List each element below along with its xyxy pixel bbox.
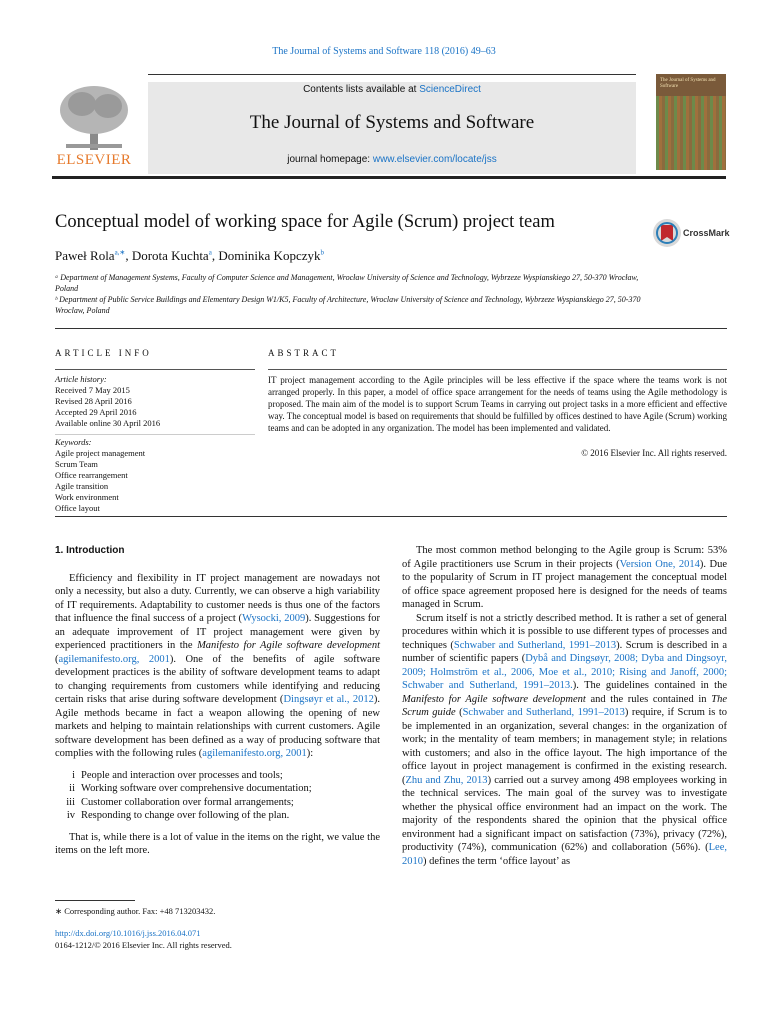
text-run: The Scrum guide: [402, 693, 727, 718]
contents-line: [148, 84, 636, 95]
list-item: i People and interaction over processes and tools;: [72, 769, 283, 781]
text-run: ):: [306, 748, 314, 759]
citation-link[interactable]: agilemanifesto.org, 2001: [202, 748, 307, 759]
text-run: ). Agile methods became in fact a weapon allowing the opening of new markets and helping to maintain relationships with current customers. Agile software development has been defined as a way of producing software that complies with the following rules (: [55, 694, 380, 759]
history-item: Received 7 May 2015: [55, 385, 130, 395]
sciencedirect-link[interactable]: ScienceDirect: [419, 84, 481, 95]
left-column: [55, 544, 380, 858]
corresponding-author-footnote: ∗ Corresponding author. Fax: +48 713203432.: [55, 906, 216, 916]
text-run: ). The guidelines contained in the: [572, 680, 727, 691]
homepage-link[interactable]: www.elsevier.com/locate/jss: [372, 154, 497, 165]
text-run: The most common method belonging to the Agile group is Scrum: 53% of Agile practitioners use Scrum in their projects (: [402, 545, 727, 570]
citation-link[interactable]: Zhu and Zhu, 2013: [405, 774, 488, 786]
history-item: Available online 30 April 2016: [55, 418, 161, 428]
text-run: Manifesto for Agile software development: [402, 693, 586, 705]
affiliation-b: ᵇ Department of Public Service Buildings and Elementary Design W1/K5, Faculty of Architecture, Wroclaw University of Science and Technology, Wybrzeze Wyspianskiego 27, 50-370 Wroclaw, Poland: [55, 295, 641, 315]
text-run: ). Due to the popularity of Scrum in IT project management the conceptual model of office space agreement proposed here is designed for the needs of teams managed in Scrum.: [402, 558, 728, 610]
keyword-item: Scrum Team: [55, 459, 98, 469]
issn-line: 0164-1212/© 2016 Elsevier Inc. All rights reserved.: [55, 940, 232, 950]
footnote-rule: [55, 900, 135, 901]
elsevier-wordmark: ELSEVIER: [56, 152, 132, 168]
text-run: ) require, if Scrum is to be implemented in an organization, several changes: in the organization of work; in the mentality of team members; in management style; in relations with customers; and also in the office layout. The high importance of the office layout in project management is confirmed in the existing research. (: [402, 707, 727, 786]
crossmark-icon[interactable]: [652, 218, 682, 248]
citation-link[interactable]: Dybå and Dingsøyr, 2008; Dyba and Dingsoyr, 2009; Holmström et al., 2006, Moe et al., 2010; Rising and Janoff, 2000; Schwaber and Sutherland, 1991–2013.: [402, 653, 727, 691]
article-info-heading: ARTICLE INFO: [55, 348, 152, 358]
text-run: Efficiency and flexibility in IT project management are nowadays not only a necessity, but also a duty. Currently, we can observe a high variability of IT requirements. Adaptability to customer needs is thus one of the factors that influence the final success of a project (: [55, 572, 380, 624]
body-paragraph: [402, 544, 727, 612]
text-run: Manifesto for Agile software development: [197, 640, 380, 651]
journal-reference[interactable]: The Journal of Systems and Software 118 (2016) 49–63: [272, 46, 496, 57]
journal-title: The Journal of Systems and Software: [249, 112, 535, 133]
text-run: ). One of the benefits of agile software development practices is the ability of software development teams to adapt to changing requirements from customers while identifying and reducing certain risks that arise during software development (: [55, 653, 380, 705]
front-matter-end-rule: [55, 516, 727, 517]
keyword-item: Agile project management: [55, 448, 146, 458]
homepage-line: [148, 154, 636, 165]
author-list: Paweł Rola$^{a,∗}$, Dorota Kuchta$^a$, Dominika Kopczyk$^b$: [55, 248, 324, 263]
affiliation-a: ᵃ Department of Management Systems, Faculty of Computer Science and Management, Wrocław University of Science and Technology, Wybrzeze Wyspianskiego 27, 50-370 Wrocław, Poland: [55, 273, 639, 293]
article-info-rule: [55, 369, 255, 370]
history-label: Article history:: [55, 374, 107, 384]
abstract-copyright: © 2016 Elsevier Inc. All rights reserved.: [581, 448, 727, 458]
list-item: iii Customer collaboration over formal arrangements;: [66, 796, 294, 808]
text-run: ) defines the term ‘office layout’ as: [423, 855, 571, 867]
keyword-item: Agile transition: [55, 481, 109, 491]
text-run: Scrum itself is not a strictly described method. It is rather a set of general procedures within which it is possible to use different types of processes and techniques (: [402, 612, 727, 651]
journal-cover-image: [656, 74, 726, 170]
abstract-rule: [268, 369, 727, 370]
abstract-text: IT project management according to the Agile principles will be less effective if the space where the teams work is not arranged properly. In this paper, a model of office space arrangement for the needs of teams using the Agile methodology is proposed. The main aim of the model is to support Scrum Teams in carrying out project tasks in a more efficient and effective way. The conceptual model is based on requirements that should be fulfilled by offices destined to have Agile (Scrum) working teams and can be adopted in any organization. The model has been implemented and validated.: [268, 375, 727, 433]
crossmark-label[interactable]: CrossMark: [683, 228, 730, 238]
keyword-item: Office rearrangement: [55, 470, 128, 480]
list-item: ii Working software over comprehensive documentation;: [69, 783, 312, 794]
journal-banner: [148, 82, 636, 174]
citation-link[interactable]: Schwaber and Sutherland, 1991–2013: [453, 639, 617, 651]
history-item: Revised 28 April 2016: [55, 396, 132, 406]
agile-rules-list: [55, 769, 380, 823]
body-paragraph: [55, 572, 380, 761]
keywords: [55, 437, 145, 514]
author[interactable]: Dorota Kuchta$^a$: [131, 248, 212, 263]
history-item: Accepted 29 April 2016: [55, 407, 137, 417]
keywords-divider: [55, 434, 255, 435]
citation-link[interactable]: agilemanifesto.org, 2001: [58, 653, 170, 665]
section-heading: 1. Introduction: [55, 545, 125, 556]
keyword-item: Work environment: [55, 492, 119, 502]
citation-link[interactable]: Dingsøyr et al., 2012: [283, 694, 374, 705]
text-run: (: [55, 653, 59, 665]
article-history: [55, 374, 160, 429]
keywords-label: Keywords:: [55, 437, 92, 447]
body-paragraph: [402, 612, 727, 869]
cover-pattern: [656, 96, 726, 170]
citation-link[interactable]: Version One, 2014: [619, 558, 700, 570]
right-column: [402, 544, 727, 868]
cover-title: The Journal of Systems and Software: [660, 78, 716, 89]
body-paragraph: That is, while there is a lot of value in the items on the right, we value the items on the left more.: [55, 831, 380, 856]
text-run: and the rules contained in: [585, 693, 712, 705]
homepage-prefix: journal homepage:: [287, 154, 373, 165]
section-divider: [55, 328, 727, 329]
text-run: ). Scrum is described in a number of scientific papers (: [402, 639, 727, 664]
citation-link[interactable]: Schwaber and Sutherland, 1991–2013: [462, 707, 625, 718]
text-run: ). Suggestions for an adequate improvement of IT project management were given by experienced practitioners in the: [55, 613, 380, 651]
citation-link[interactable]: Wysocki, 2009: [242, 613, 306, 624]
text-run: ) carried out a survey among 498 employees working in the technical services. The main goal of the survey was to investigate whether the physical office environment had an impact on the work. The majority of the respondents shared the opinion that the physical office environment had a significant impact on satisfaction (73%), privacy (72%), productivity (74%), communication (62%) and collaboration (56%). (: [402, 774, 727, 853]
header-top-rule: [148, 74, 636, 75]
list-item: iv Responding to change over following of the plan.: [66, 810, 290, 821]
paper-title: Conceptual model of working space for Agile (Scrum) project team: [55, 212, 555, 232]
text-run: (: [455, 707, 463, 718]
keyword-item: Office layout: [55, 503, 100, 513]
abstract-heading: ABSTRACT: [268, 348, 340, 358]
header-bottom-rule: [52, 176, 726, 179]
doi-link[interactable]: http://dx.doi.org/10.1016/j.jss.2016.04.071: [55, 928, 201, 938]
author[interactable]: Dominika Kopczyk$^b$: [218, 248, 324, 263]
contents-prefix: Contents lists available at: [303, 84, 420, 95]
citation-link[interactable]: Lee, 2010: [402, 842, 727, 867]
author[interactable]: Paweł Rola$^{a,∗}$: [55, 248, 126, 263]
